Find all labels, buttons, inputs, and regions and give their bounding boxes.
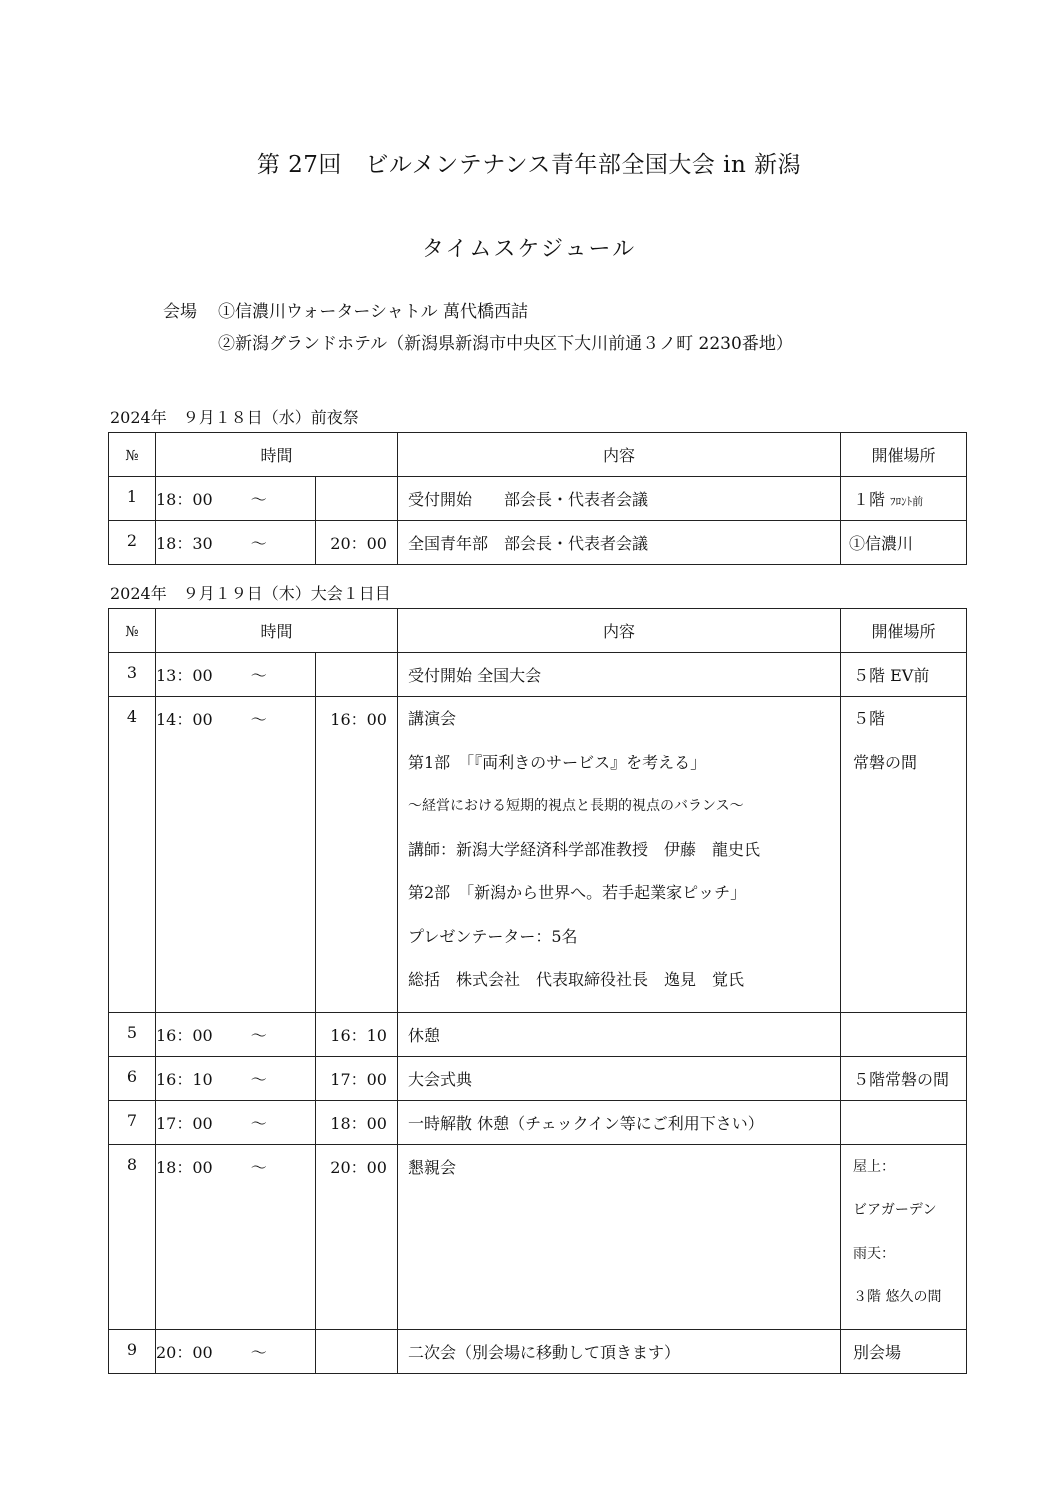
start-time: 20：00 xyxy=(156,1342,213,1362)
table-row: 5 16：00 ～ 16：10 休憩 xyxy=(109,1012,967,1056)
start-time: 13：00 xyxy=(156,666,213,685)
row-place: 屋上： ビアガーデン 雨天： ３階 悠久の間 xyxy=(853,1158,942,1305)
table-row: 4 14：00 ～ 16：00 講演会 第1部 「『両利きのサービス』を考える」 ～経営における短期的視点と長期的視点のバランス～ 講師：新潟大学経済科学部准教授 伊藤 龍史氏 第2部 「新潟から世界へ。若手起業家ピッチ」 プレゼンテーター：5名 総括 株式会社 代表取締役社長 逸見 覚氏 ５階 常磐の間 xyxy=(109,697,967,1013)
header-content: 内容 xyxy=(398,433,841,477)
end-time xyxy=(316,477,387,487)
day2-heading: 2024年 ９月１９日（木）大会１日目 xyxy=(110,584,391,603)
header-no: № xyxy=(109,433,156,477)
row-place: ５階 常磐の間 xyxy=(853,709,918,772)
day1-table xyxy=(108,432,967,565)
row-content: 二次会（別会場に移動して頂きます） xyxy=(408,1342,681,1362)
start-time: 18：00 xyxy=(156,1157,213,1177)
header-time: 時間 xyxy=(156,433,398,477)
start-time: 14：00 xyxy=(156,710,213,729)
row-no: 1 xyxy=(126,487,138,506)
venue-2: ②新潟グランドホテル（新潟県新潟市中央区下大川前通３ノ町 2230番地） xyxy=(218,334,793,354)
start-time: 16：10 xyxy=(156,1069,213,1089)
table-row: 2 18：30 ～ 20：00 全国青年部 部会長・代表者会議 ①信濃川 xyxy=(109,521,967,565)
row-place: ①信濃川 xyxy=(849,534,914,553)
table-header-row xyxy=(109,433,967,477)
table-row: 8 18：00 ～ 20：00 懇親会 屋上： ビアガーデン 雨天： ３階 悠久の間 xyxy=(109,1144,967,1329)
row-place: ５階 EV前 xyxy=(853,666,930,685)
row-content: 大会式典 xyxy=(408,1069,473,1089)
venue-line-2 xyxy=(163,329,793,354)
venue-line-1 xyxy=(163,297,528,322)
document-title: 第 27回 ビルメンテナンス青年部全国大会 in 新潟 xyxy=(256,152,802,178)
row-content: 休憩 xyxy=(408,1025,441,1045)
start-time: 18：30 xyxy=(156,534,213,553)
row-content: 全国青年部 部会長・代表者会議 xyxy=(408,534,649,553)
row-content: 懇親会 xyxy=(408,1157,457,1177)
table-row: 9 20：00 ～ 二次会（別会場に移動して頂きます） 別会場 xyxy=(109,1329,967,1373)
table-header-row: № 時間 内容 開催場所 xyxy=(109,609,967,653)
table-row: 7 17：00 ～ 18：00 一時解散 休憩（チェックイン等にご利用下さい） xyxy=(109,1100,967,1144)
row-place: １階 xyxy=(853,490,886,509)
day2-table xyxy=(108,608,967,1374)
document-subtitle: タイムスケジュール xyxy=(421,237,637,262)
venue-label: 会場 xyxy=(163,302,197,322)
row-content: 受付開始 部会長・代表者会議 xyxy=(408,490,649,509)
venue-1: ①信濃川ウォーターシャトル 萬代橋西詰 xyxy=(218,302,529,322)
table-row: 1 18：00 ～ 受付開始 部会長・代表者会議 １階 ﾌﾛﾝﾄ前 xyxy=(109,477,967,521)
start-time: 17：00 xyxy=(156,1113,213,1133)
row-content: 一時解散 休憩（チェックイン等にご利用下さい） xyxy=(408,1113,764,1133)
lecture-content: 講演会 第1部 「『両利きのサービス』を考える」 ～経営における短期的視点と長期的視点のバランス～ 講師：新潟大学経済科学部准教授 伊藤 龍史氏 第2部 「新潟から世界へ。若手起業家ピッチ」 プレゼンテーター：5名 総括 株式会社 代表取締役社長 逸見 覚氏 xyxy=(408,709,761,989)
row-place: ５階常磐の間 xyxy=(853,1069,950,1089)
day1-heading: 2024年 ９月１８日（水）前夜祭 xyxy=(110,408,359,427)
table-row: 3 13：00 ～ 受付開始 全国大会 ５階 EV前 xyxy=(109,653,967,697)
start-time: 18：00 xyxy=(156,490,213,509)
row-place: 別会場 xyxy=(853,1342,902,1362)
header-place: 開催場所 xyxy=(841,433,967,477)
end-time: 20：00 xyxy=(330,534,387,553)
table-row: 6 16：10 ～ 17：00 大会式典 ５階常磐の間 xyxy=(109,1056,967,1100)
start-time: 16：00 xyxy=(156,1025,213,1045)
row-content: 受付開始 全国大会 xyxy=(408,666,542,685)
